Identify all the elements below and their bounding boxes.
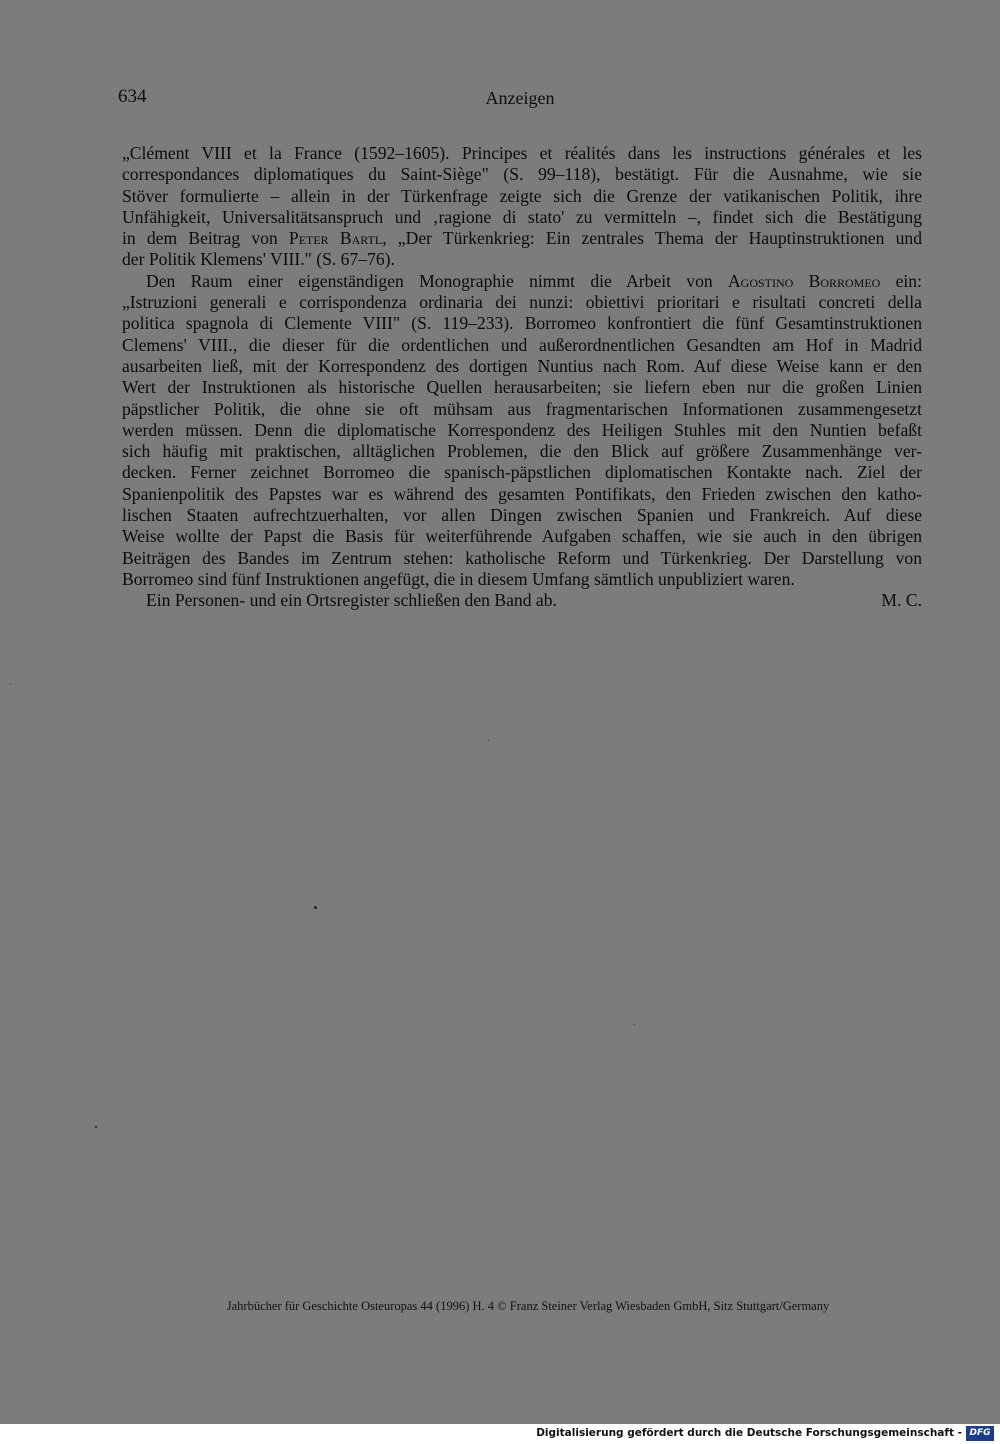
scan-speck xyxy=(10,684,11,685)
text-line: Beiträgen des Bandes im Zentrum stehen: katholische Reform und Türkenkrieg. Der Darstellung von xyxy=(122,547,922,568)
text-line: Wert der Instruktionen als historische Quellen herausarbeiten; sie liefern eben nur die großen Linien xyxy=(122,377,922,398)
page-number: 634 xyxy=(118,86,147,107)
text-fragment: ein: xyxy=(895,270,922,291)
text-line: decken. Ferner zeichnet Borromeo die spanisch-päpstlichen diplomatischen Kontakte nach. Ziel der xyxy=(122,462,922,483)
text-line: werden müssen. Denn die diplomatische Korrespondenz des Heiligen Stuhles mit den Nuntien befaßt xyxy=(122,419,922,440)
text-line: lischen Staaten aufrechtzuerhalten, vor allen Dingen zwischen Spanien und Frankreich. Auf diese xyxy=(122,505,922,526)
author-name: Peter Bartl xyxy=(288,228,383,249)
article-text xyxy=(122,143,922,612)
closing-line xyxy=(122,590,922,611)
dfg-logo-icon: DFG xyxy=(966,1426,994,1441)
text-line: Borromeo sind fünf Instruktionen angefügt, die in diesem Umfang sämtlich unpubliziert waren. xyxy=(122,568,795,589)
text-line: „Clément VIII et la France (1592–1605). Principes et réalités dans les instructions générales et les xyxy=(122,143,922,163)
text-line: Stöver formulierte – allein in der Türkenfrage zeigte sich die Grenze der vatikanischen Politik, ihre xyxy=(122,185,922,206)
author-name: Agostino Borromeo xyxy=(727,270,881,291)
digitization-notice: Digitalisierung gefördert durch die Deutsche Forschungsgemeinschaft - xyxy=(536,1427,962,1439)
scan-speck xyxy=(488,740,489,741)
text-fragment: , „Der Türkenkrieg: Ein zentrales Thema der Hauptinstruktionen und xyxy=(382,228,922,249)
text-line: Spanienpolitik des Papstes war es während des gesamten Pontifikats, den Frieden zwischen den katho- xyxy=(122,483,922,504)
scan-speck xyxy=(95,1126,97,1128)
text-line: Unfähigkeit, Universalitätsanspruch und ‚ragione di stato' zu vermitteln –, findet sich die Bestätigung xyxy=(122,206,922,227)
text-fragment: Den Raum einer eigenständigen Monographie nimmt die Arbeit von xyxy=(146,270,713,291)
journal-citation: Jahrbücher für Geschichte Osteuropas 44 (1996) H. 4 © Franz Steiner Verlag Wiesbaden GmbH, Sitz Stuttgart/Germany xyxy=(226,1299,830,1313)
text-line: correspondances diplomatiques du Saint-Siège" (S. 99–118), bestätigt. Für die Ausnahme, wie sie xyxy=(122,164,922,185)
text-line: politica spagnola di Clemente VIII" (S. 119–233). Borromeo konfrontiert die fünf Gesamtinstruktionen xyxy=(122,313,922,334)
text-line: sich häufig mit praktischen, alltäglichen Problemen, die den Blick auf größere Zusammenhänge ver- xyxy=(122,441,922,462)
text-line: ausarbeiten ließ, mit der Korrespondenz des dortigen Nuntius nach Rom. Auf diese Weise kann er den xyxy=(122,355,922,376)
running-head: Anzeigen xyxy=(485,88,555,108)
text-line xyxy=(122,228,922,249)
text-line: Ein Personen- und ein Ortsregister schließen den Band ab. xyxy=(146,590,557,611)
digitization-bar xyxy=(0,1424,1000,1444)
text-line: Weise wollte der Papst die Basis für weiterführende Aufgaben schaffen, wie sie auch in den übrigen xyxy=(122,526,922,547)
scan-speck xyxy=(314,906,317,909)
text-fragment: in dem Beitrag von xyxy=(122,228,278,249)
text-line: der Politik Klemens' VIII." (S. 67–76). xyxy=(122,249,395,270)
text-line: Clemens' VIII., die dieser für die ordentlichen und außerordnentlichen Gesandten am Hof in Madrid xyxy=(122,334,922,355)
scan-speck xyxy=(634,1024,635,1025)
text-line xyxy=(122,271,922,292)
text-line: päpstlicher Politik, die ohne sie oft mühsam aus fragmentarischen Informationen zusammengesetzt xyxy=(122,398,922,419)
reviewer-signature: M. C. xyxy=(881,590,922,611)
text-line: „Istruzioni generali e corrispondenza ordinaria dei nunzi: obiettivi prioritari e risultati concreti della xyxy=(122,292,922,313)
